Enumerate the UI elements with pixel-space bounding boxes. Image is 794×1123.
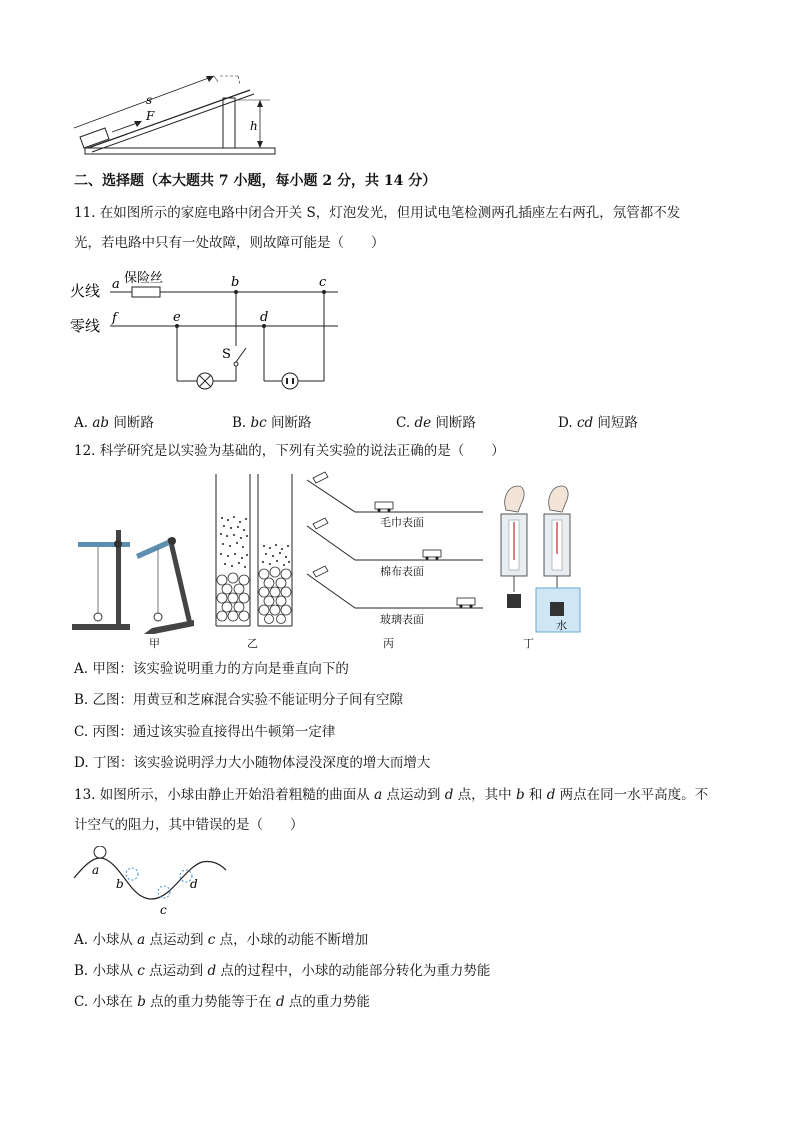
- q11-option-a-text: 间断路: [109, 415, 154, 431]
- q11-option-c-var: de: [414, 415, 432, 431]
- q11-option-d[interactable]: [558, 411, 638, 431]
- q13-option-c-var-d: d: [275, 994, 285, 1010]
- q13-stem-var-d: d: [444, 787, 454, 803]
- q13-option-a[interactable]: [74, 930, 368, 950]
- q13-option-b-text-1: B. 小球从: [74, 963, 138, 979]
- q11-option-d-text: 间短路: [593, 415, 638, 431]
- q12-label-glass: 玻璃表面: [380, 613, 424, 626]
- circuit-label-s: S: [222, 347, 231, 362]
- q13-option-a-text-2: 点运动到: [145, 932, 208, 948]
- q13-option-b[interactable]: [74, 961, 490, 981]
- q13-option-c-text-3: 点的重力势能: [284, 994, 370, 1010]
- q13-option-b-text-2: 点运动到: [144, 963, 208, 979]
- q11-option-c-text: 间断路: [431, 415, 476, 431]
- q13-option-a-text-1: A. 小球从: [74, 932, 138, 948]
- q13-option-b-var-c: c: [137, 963, 145, 979]
- q12-label-water: 水: [556, 619, 567, 632]
- q12-fig-ding: [494, 480, 594, 635]
- q13-stem-var-a: a: [374, 787, 383, 803]
- q13-fig-label-a: a: [92, 863, 100, 877]
- q11-option-b-prefix: B.: [232, 415, 251, 431]
- q13-option-a-var-a: a: [137, 932, 146, 948]
- q13-option-a-var-c: c: [207, 932, 216, 948]
- q11-option-b-var: bc: [250, 415, 267, 431]
- q13-stem-text-2: 点运动到: [382, 787, 445, 803]
- q13-stem-line1: [74, 785, 708, 805]
- q12-label-bing: 丙: [383, 637, 394, 650]
- q11-stem-line1: 11. 在如图所示的家庭电路中闭合开关 S，灯泡发光，但用试电笔检测两孔插座左右两孔，氖管都不发: [74, 205, 681, 221]
- q12-option-a[interactable]: A. 甲图：该实验说明重力的方向是垂直向下的: [74, 661, 349, 677]
- q13-option-b-text-3: 点的过程中，小球的动能部分转化为重力势能: [216, 963, 491, 979]
- q13-stem-var-b: b: [515, 787, 525, 803]
- q11-stem-line2: 光，若电路中只有一处故障，则故障可能是（ ）: [74, 235, 385, 251]
- q12-label-towel: 毛巾表面: [380, 516, 424, 529]
- q13-curve-figure: [70, 846, 230, 918]
- q12-fig-jia: [68, 522, 198, 650]
- q12-label-cotton: 棉布表面: [380, 565, 424, 578]
- circuit-label-live: 火线: [70, 282, 101, 300]
- circuit-label-b: b: [231, 275, 240, 290]
- q11-option-c-prefix: C.: [396, 415, 415, 431]
- q12-option-c[interactable]: C. 丙图：通过该实验直接得出牛顿第一定律: [74, 724, 336, 740]
- incline-label-h: h: [250, 119, 258, 133]
- q13-stem-text-3: 点，其中: [453, 787, 516, 803]
- q11-option-b[interactable]: [232, 411, 312, 431]
- q13-stem-line2: 计空气的阻力，其中错误的是（ ）: [74, 817, 304, 833]
- q11-option-d-prefix: D.: [558, 415, 577, 431]
- q13-stem-text-1: 13. 如图所示，小球由静止开始沿着粗糙的曲面从: [74, 787, 375, 803]
- circuit-label-c: c: [319, 275, 327, 290]
- q13-option-a-text-3: 点，小球的动能不断增加: [215, 932, 369, 948]
- q12-option-b[interactable]: B. 乙图：用黄豆和芝麻混合实验不能证明分子间有空隙: [74, 692, 404, 708]
- incline-label-s: s: [146, 93, 153, 107]
- q13-stem-text-5: 两点在同一水平高度。不: [555, 787, 709, 803]
- q13-stem-text-4: 和: [524, 787, 547, 803]
- circuit-diagram: [70, 268, 350, 398]
- q13-stem-var-d2: d: [546, 787, 556, 803]
- q13-option-c-var-b: b: [137, 994, 146, 1010]
- incline-label-f: F: [146, 109, 155, 123]
- circuit-label-e: e: [173, 310, 181, 325]
- q13-option-b-var-d: d: [207, 963, 217, 979]
- circuit-label-fuse: 保险丝: [124, 271, 164, 286]
- q13-option-c-text-2: 点的重力势能等于在: [145, 994, 276, 1010]
- q12-label-ding: 丁: [523, 637, 534, 650]
- q13-option-c-text-1: C. 小球在: [74, 994, 138, 1010]
- q13-fig-label-d: d: [190, 877, 198, 891]
- q12-label-yi: 乙: [247, 637, 258, 650]
- q11-option-b-text: 间断路: [266, 415, 312, 431]
- q12-label-jia: 甲: [149, 637, 160, 650]
- incline-figure: [60, 62, 290, 162]
- circuit-label-d: d: [260, 310, 269, 325]
- q13-option-c[interactable]: [74, 992, 370, 1012]
- q12-fig-yi: [212, 470, 297, 630]
- q11-option-a-prefix: A.: [74, 415, 93, 431]
- circuit-label-neutral: 零线: [70, 317, 101, 335]
- q13-fig-label-c: c: [160, 903, 167, 917]
- q12-stem: 12. 科学研究是以实验为基础的，下列有关实验的说法正确的是（ ）: [74, 443, 505, 459]
- q11-option-a-var: ab: [92, 415, 110, 431]
- circuit-label-a: a: [112, 277, 120, 292]
- circuit-label-f: f: [112, 311, 117, 326]
- q11-option-a[interactable]: [74, 411, 154, 431]
- q12-fig-bing: [305, 468, 490, 633]
- section-title: 二、选择题（本大题共 7 小题，每小题 2 分，共 14 分）: [74, 173, 437, 189]
- q11-option-d-var: cd: [576, 415, 594, 431]
- q11-option-c[interactable]: [396, 411, 476, 431]
- q13-fig-label-b: b: [116, 877, 124, 891]
- q12-option-d[interactable]: D. 丁图：该实验说明浮力大小随物体浸没深度的增大而增大: [74, 755, 431, 771]
